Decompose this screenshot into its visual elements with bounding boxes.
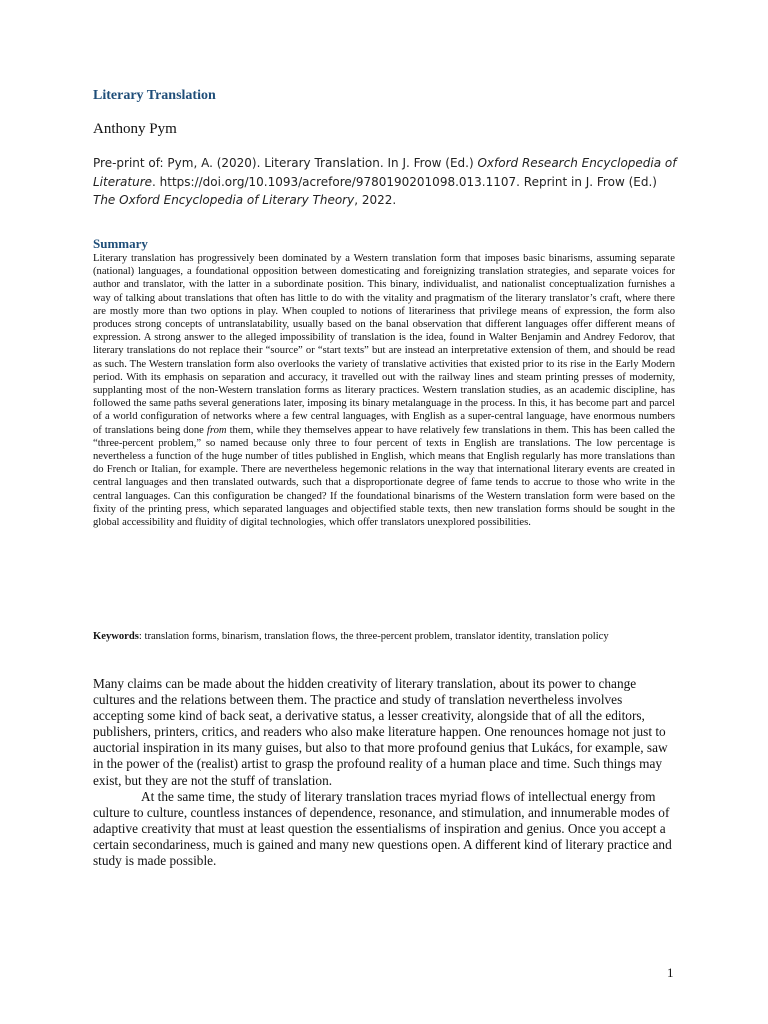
preprint-journal: Oxford Research Encyclopedia of Literature xyxy=(93,156,677,189)
keywords-line xyxy=(93,630,673,644)
preprint-book: The Oxford Encyclopedia of Literary Theory xyxy=(93,193,355,207)
summary-paragraph xyxy=(93,252,675,529)
preprint-text-2: . https://doi.org/10.1093/acrefore/9780190201098.013.1107. Reprint in J. Frow (Ed.) xyxy=(152,174,657,189)
author-name: Anthony Pym xyxy=(93,121,177,137)
page-number: 1 xyxy=(667,965,674,980)
summary-text-2: them, while they themselves appear to have relatively few translations in them. This has been called the “three-percent problem,” so named because only three to four percent of texts in English are translations. The low percentage is nevertheless a function of the huge number of titles published in English, which means that English regularly has more translations than do French or Italian, for example. There are nevertheless hegemonic relations in the way that international literary events are created in central languages and then translated outwards, such that a disproportionate degree of fame tends to accrue to those who write in the central languages. Can this configuration be changed? If the foundational binarisms of the Western translation form were based on the fixity of the printing press, which separated languages and objectified stable texts, then new translation forms should be sought in the global accessibility and fluidity of digital technologies, which offer translators unexplored possibilities. xyxy=(93,424,676,529)
summary-italic-from: from xyxy=(206,424,227,436)
keywords-label: Keywords xyxy=(93,631,139,642)
summary-heading: Summary xyxy=(93,236,148,251)
keywords-text: : translation forms, binarism, translation flows, the three-percent problem, translator identity, translation policy xyxy=(138,631,609,642)
preprint-citation xyxy=(93,154,678,210)
body-paragraph-2: At the same time, the study of literary translation traces myriad flows of intellectual energy from culture to culture, countless instances of dependence, resonance, and stimulation, and innumerable modes of adaptive creativity that must at least question the essentialisms of inspiration and genius. Once you accept a certain secondariness, much is gained and many new questions open. A different kind of literary practice and study is made possible. xyxy=(93,788,672,869)
article-title: Literary Translation xyxy=(93,88,216,103)
body-text xyxy=(93,676,676,869)
preprint-text-1: Pre-print of: Pym, A. (2020). Literary Translation. In J. Frow (Ed.) xyxy=(93,156,478,170)
body-paragraph-1: Many claims can be made about the hidden creativity of literary translation, about its power to change cultures and the relations between them. The practice and study of translation nevertheless involves accepting some kind of back seat, a derivative status, a lesser creativity, alongside that of all the editors, publishers, printers, critics, and readers who also make literature happen. One renounces homage not just to auctorial inspiration in its many guises, but also to that more profound genius that Lukács, for example, saw in the power of the (realist) artist to grasp the profound reality of a human place and time. Such things may exist, but they are not the stuff of translation. xyxy=(93,676,668,788)
summary-text-1: Literary translation has progressively been dominated by a Western translation form that imposes basic binarisms, assuming separate (national) languages, a foundational opposition between domesticating and foreignizing translation strategies, and separate voices for author and translator, with the latter in a subordinate position. This binary, individualist, and nationalist conceptualization furnishes a way of talking about translations that often has little to do with the vitality and pragmatism of the literary translator’s craft, where there are mostly more than two options in play. When coupled to notions of literariness that privilege means of expression, the form also produces strong concepts of untranslatability, usually based on the banal observation that different languages offer different means of expression. A strong answer to the alleged impossibility of translation is the idea, found in Walter Benjamin and Andrey Fedorov, that literary translations do not replace their “source” or “start texts” but are instead an interpretative extension of them, and should be read as such. The Western translation form also overlooks the variety of translative activities that existed prior to its rise in the Early Modern period. With its emphasis on separation and accuracy, it travelled out with the railway lines and steam printing presses of modernity, supplanting most of the non-Western translation forms as literary practices. Western translation studies, as an academic discipline, has followed the same paths several generations later, imposing its binary metalanguage in the process. In this, it has become part and parcel of a world configuration of networks where a few central languages, with English as a super-central language, have enormous numbers of translations being done xyxy=(93,253,675,436)
preprint-text-3: , 2022. xyxy=(354,193,397,207)
